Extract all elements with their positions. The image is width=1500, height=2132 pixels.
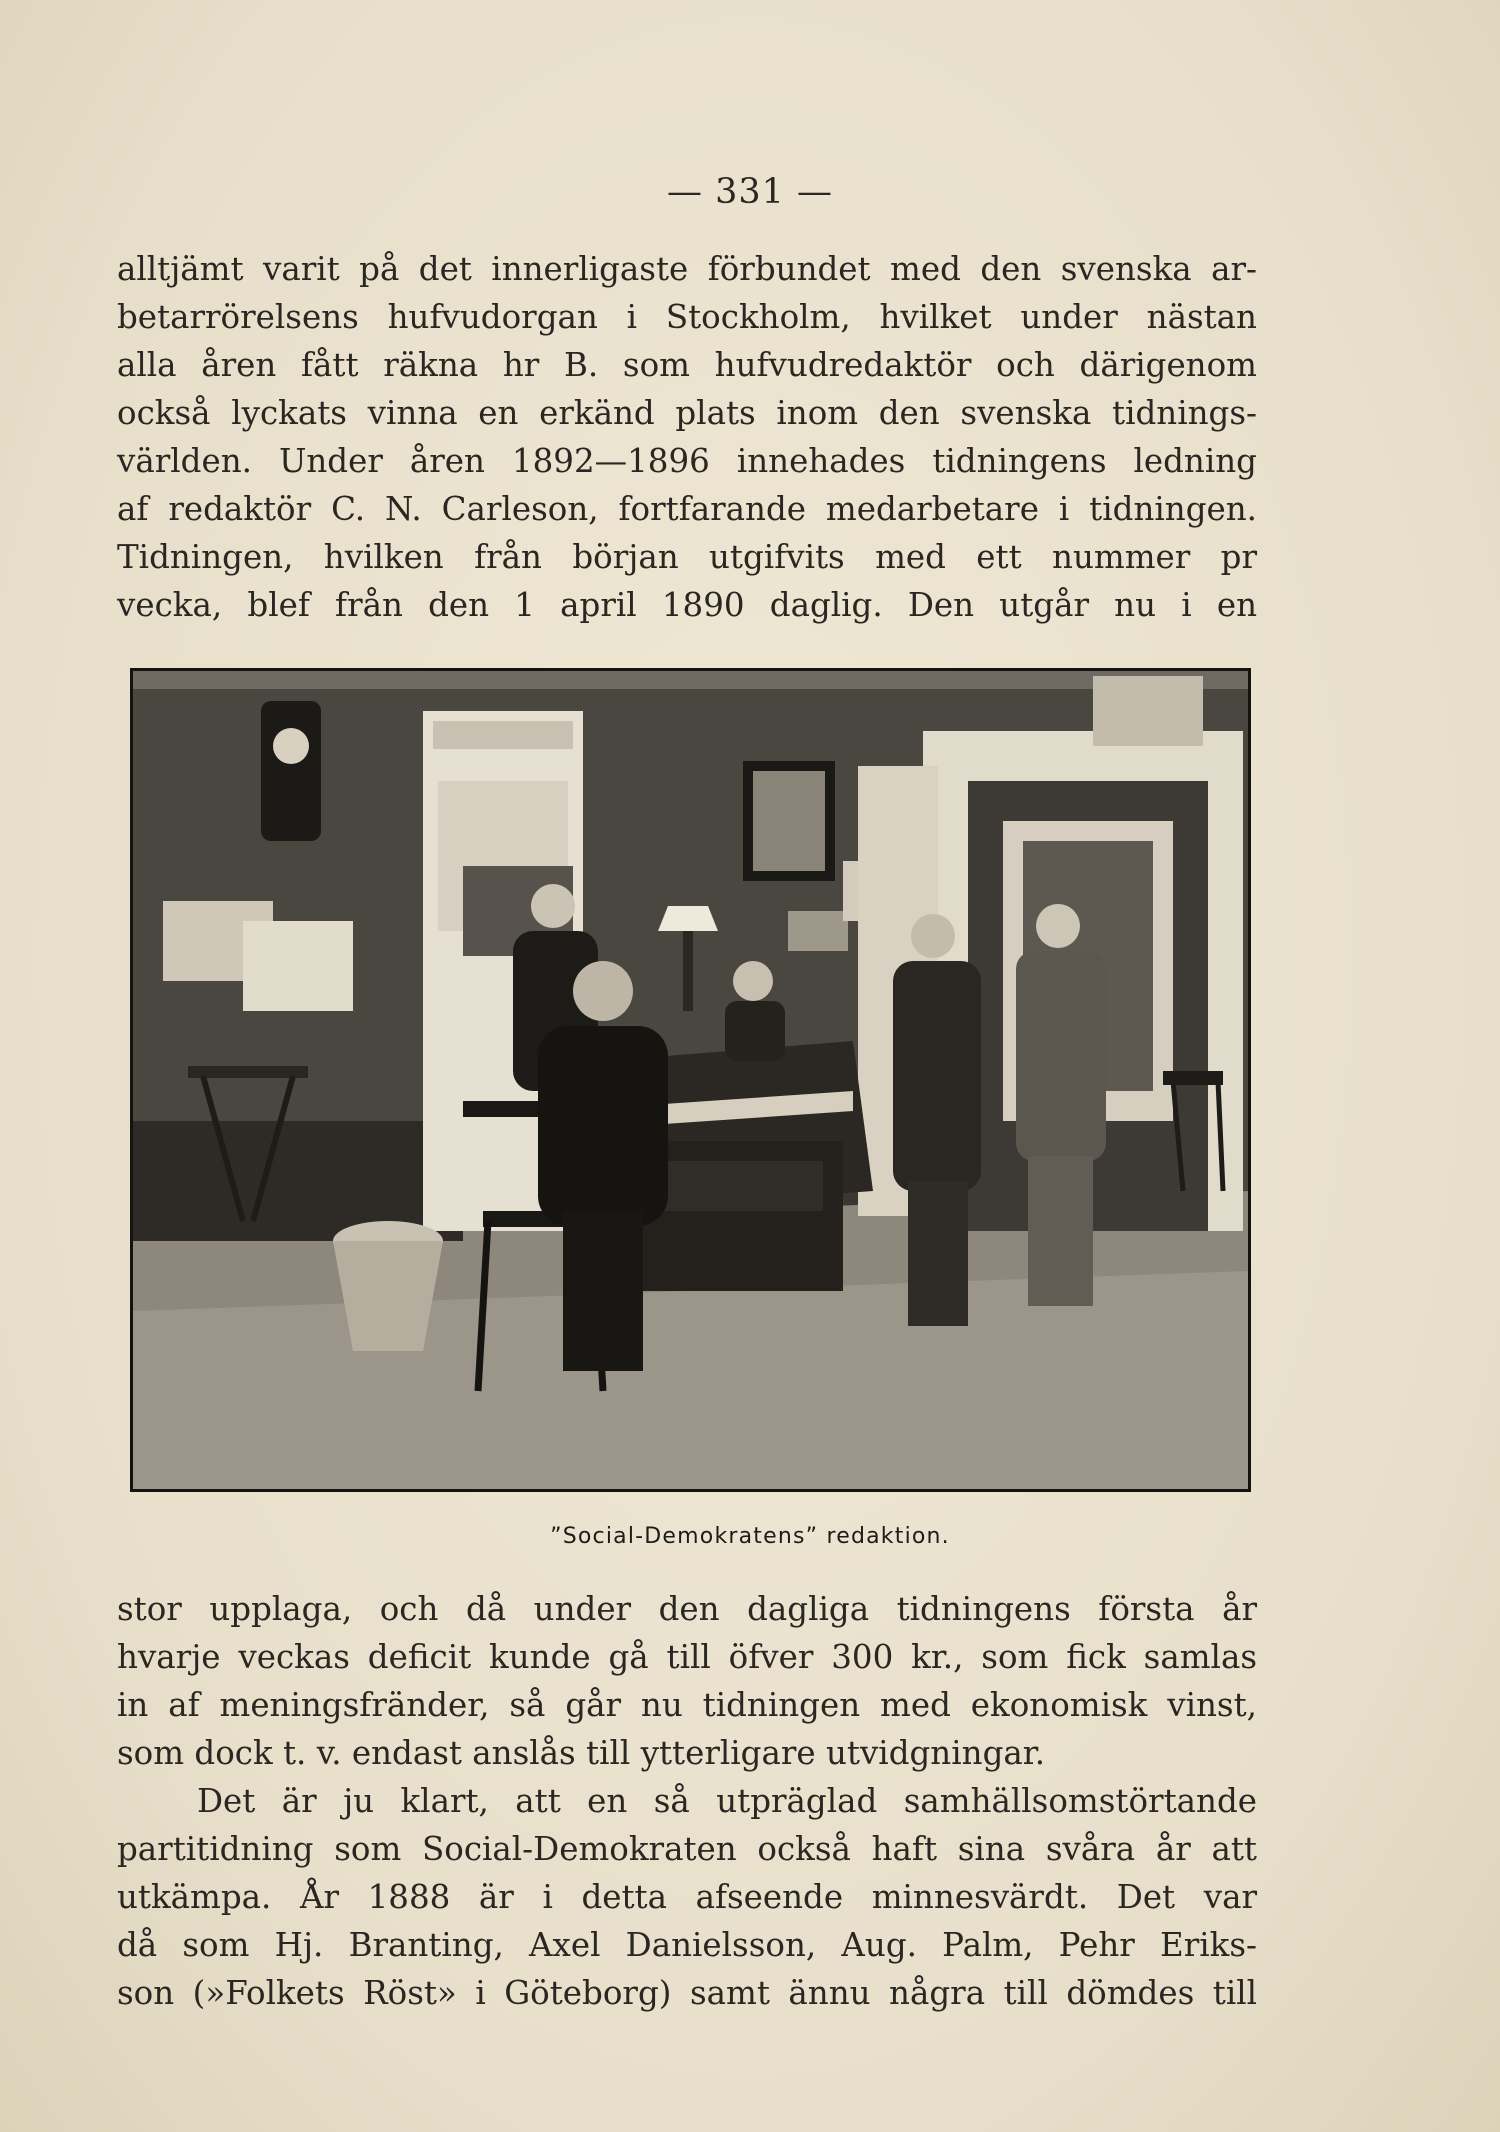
newsroom-photograph xyxy=(130,668,1251,1492)
text-line: också lyckats vinna en erkänd plats inom den svenska tidnings- xyxy=(117,394,1257,432)
text-line: världen. Under åren 1892—1896 innehades tidningens ledning xyxy=(117,442,1257,480)
text-line: in af meningsfränder, så går nu tidningen med ekonomisk vinst, xyxy=(117,1686,1257,1724)
text-line: då som Hj. Branting, Axel Danielsson, Aug. Palm, Pehr Eriks- xyxy=(117,1926,1257,1964)
paragraph-bottom xyxy=(117,1585,1257,2017)
text-line: son (»Folkets Röst» i Göteborg) samt ännu några till dömdes till xyxy=(117,1974,1257,2012)
text-line: betarrörelsens hufvudorgan i Stockholm, hvilket under nästan xyxy=(117,298,1257,336)
text-line: Det är ju klart, att en så utpräglad samhällsomstörtande xyxy=(197,1782,1257,1820)
text-line: hvarje veckas deficit kunde gå till öfver 300 kr., som fick samlas xyxy=(117,1638,1257,1676)
text-line: Tidningen, hvilken från början utgifvits med ett nummer pr xyxy=(117,538,1257,576)
text-line: alla åren fått räkna hr B. som hufvudredaktör och därigenom xyxy=(117,346,1257,384)
text-line: partitidning som Social-Demokraten också haft sina svåra år att xyxy=(117,1830,1257,1868)
text-line: stor upplaga, och då under den dagliga tidningens första år xyxy=(117,1590,1257,1628)
text-line: vecka, blef från den 1 april 1890 daglig. Den utgår nu i en xyxy=(117,586,1257,624)
paragraph-top xyxy=(117,245,1257,629)
text-line: af redaktör C. N. Carleson, fortfarande medarbetare i tidningen. xyxy=(117,490,1257,528)
text-line: som dock t. v. endast anslås till ytterligare utvidgningar. xyxy=(117,1734,1046,1772)
photo-illustration xyxy=(133,671,1248,1489)
figure-caption: ”Social-Demokratens” redaktion. xyxy=(550,1524,950,1549)
page-number: — 331 — xyxy=(666,172,834,212)
text-line: utkämpa. År 1888 är i detta afseende minnesvärdt. Det var xyxy=(117,1878,1257,1916)
text-line: alltjämt varit på det innerligaste förbundet med den svenska ar- xyxy=(117,250,1257,288)
